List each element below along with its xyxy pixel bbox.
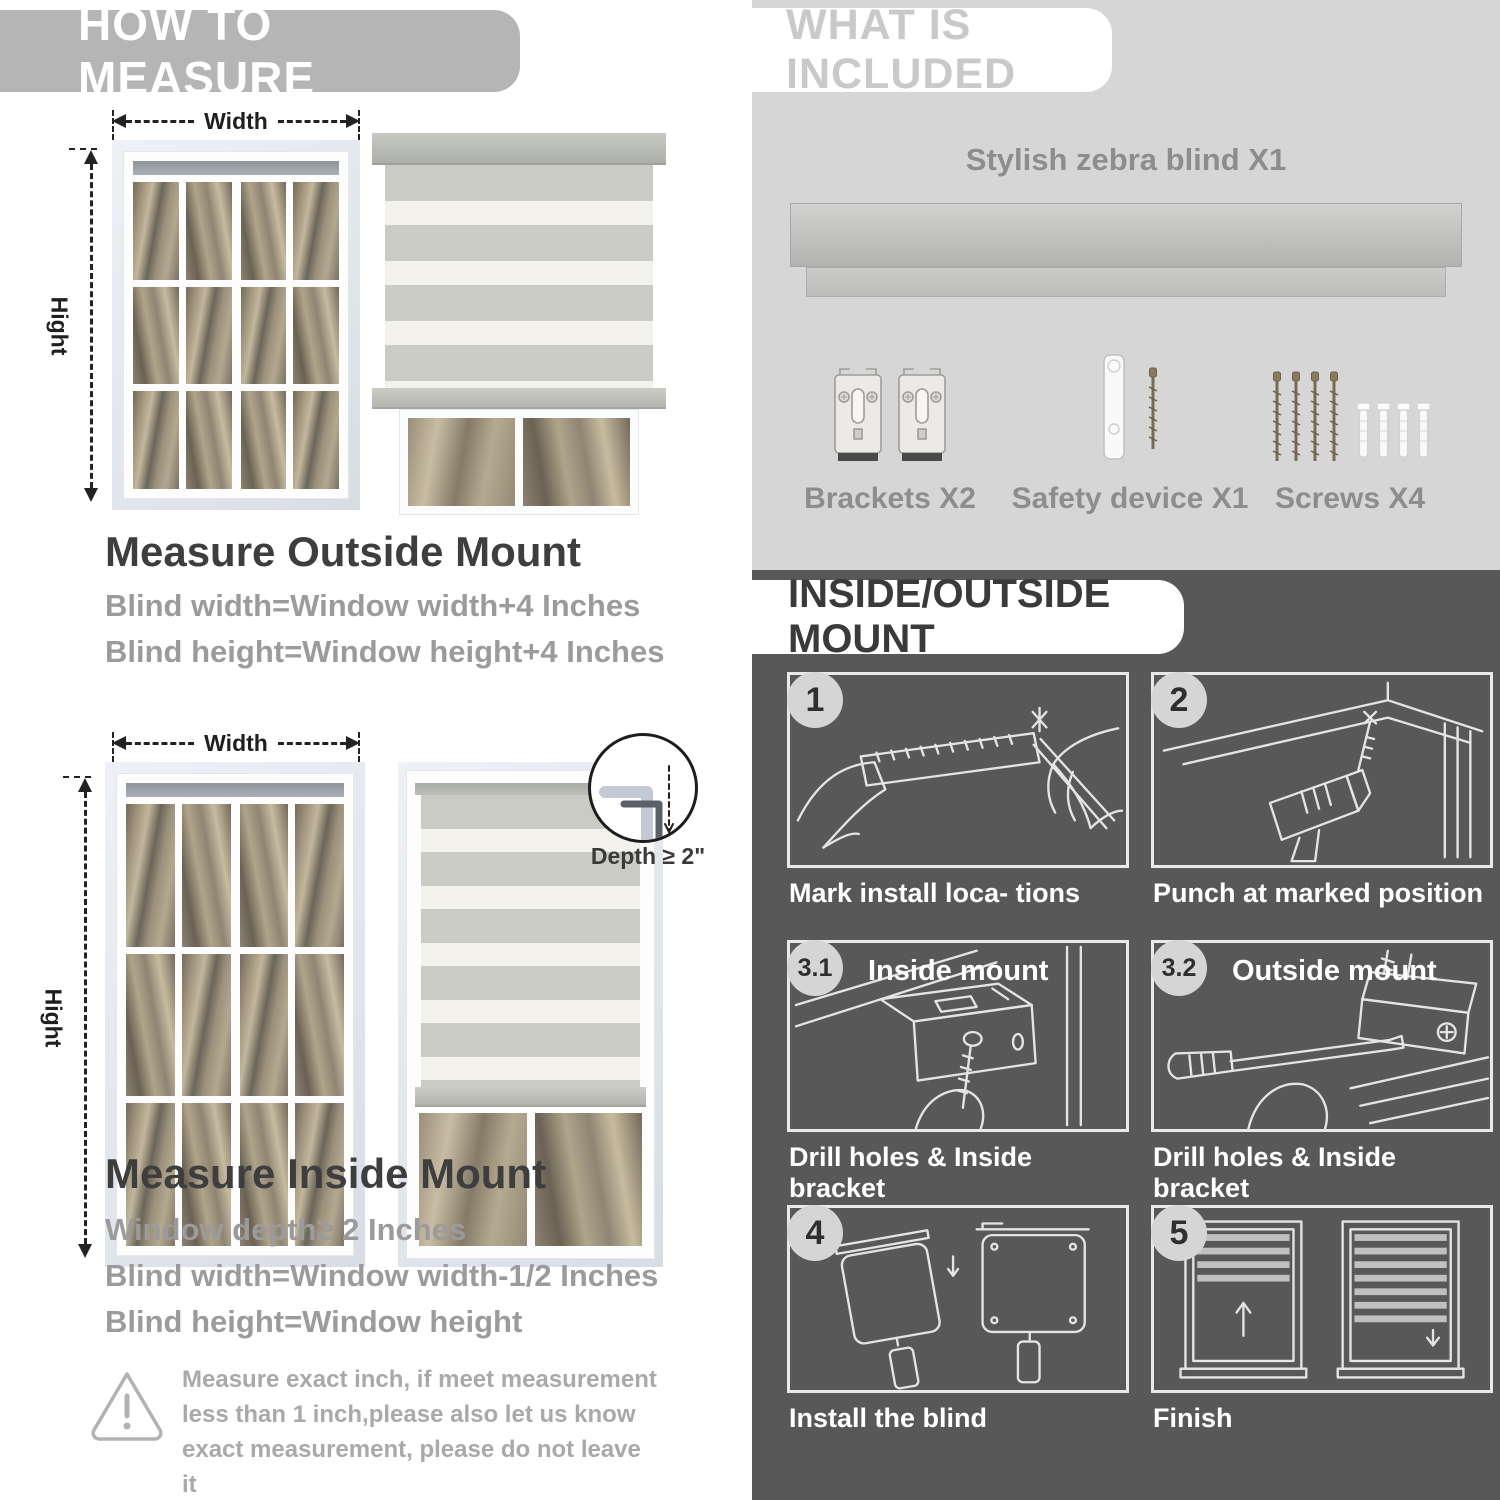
what-is-included-header: [752, 1, 1112, 98]
step-3-1-panel: [787, 940, 1129, 1132]
inside-formula-height: Blind height=Window height: [105, 1304, 523, 1339]
step-2-caption: Punch at marked position: [1153, 878, 1484, 908]
step-4-number-badge: 4: [787, 1205, 843, 1261]
step-3-2-panel: [1151, 940, 1493, 1132]
blind-fabric: [385, 165, 653, 388]
inside-width-dimension: [112, 728, 360, 758]
outside-mount-heading: Measure Outside Mount: [105, 528, 582, 575]
step-3-1-number-badge: 3.1: [787, 940, 843, 996]
what-is-included-title: WHAT IS INCLUDED: [786, 1, 1017, 98]
arrow-up-icon: [78, 778, 92, 792]
warning-triangle-icon: [90, 1368, 164, 1442]
height-label: Hight: [46, 296, 73, 356]
screw-icon: [1327, 369, 1341, 467]
blind-bottom-rail: [415, 1087, 646, 1107]
blind-valance: [372, 133, 666, 165]
dimension-tick: [69, 148, 97, 150]
depth-note: Depth ≥ 2": [590, 843, 706, 869]
how-to-measure-title: HOW TO MEASURE: [78, 0, 316, 104]
inside-outside-mount-title: INSIDE/OUTSIDE MOUNT: [788, 572, 1111, 661]
blind-bottom-rail: [372, 388, 666, 409]
width-label: Width: [204, 729, 268, 756]
step-1-number-badge: 1: [787, 672, 843, 728]
blind-headrail-image: [790, 203, 1462, 267]
screw-icon: [1146, 365, 1160, 455]
safety-device-image: [1020, 348, 1240, 467]
dimension-tick: [112, 110, 114, 140]
step-4-caption: Install the blind: [789, 1403, 988, 1433]
inside-outside-mount-header: [752, 572, 1184, 661]
step-2-number-badge: 2: [1151, 672, 1207, 728]
outside-height-dimension: [46, 150, 106, 502]
brackets-image: [800, 352, 980, 467]
inside-mount-heading: Measure Inside Mount: [105, 1150, 547, 1197]
step-3-2-caption: Drill holes & Inside bracket: [1153, 1142, 1397, 1203]
wall-anchor-icon: [1376, 401, 1391, 467]
blind-fabric: [421, 795, 640, 1087]
step-3-1-caption: Drill holes & Inside bracket: [789, 1142, 1033, 1203]
dimension-tick: [63, 776, 91, 778]
screw-icon: [1270, 369, 1284, 467]
step-5-panel: [1151, 1205, 1493, 1393]
outside-formula-width: Blind width=Window width+4 Inches: [105, 588, 641, 623]
dimension-tick: [358, 732, 360, 762]
wall-anchor-icon: [1416, 401, 1431, 467]
step-5-caption: Finish: [1153, 1403, 1233, 1433]
wall-anchor-icon: [1396, 401, 1411, 467]
window-corner-detail: [591, 736, 695, 840]
step-4-panel: [787, 1205, 1129, 1393]
window-below-blind: [399, 409, 639, 515]
arrow-down-icon: [84, 488, 98, 502]
arrow-left-icon: [112, 736, 126, 750]
dimension-tick: [112, 732, 114, 762]
step-1-caption: Mark install loca- tions: [789, 878, 1081, 908]
bracket-icon: [896, 367, 948, 467]
inside-height-dimension: [40, 778, 100, 1258]
arrow-up-icon: [84, 150, 98, 164]
window-top-recess: [126, 783, 344, 797]
height-label: Hight: [40, 988, 67, 1048]
screws-image: [1245, 362, 1455, 467]
measurement-warning-note: Measure exact inch, if meet measurement less than 1 inch,please also let us know exact measurement, please do not leave it: [182, 1366, 657, 1498]
arrow-left-icon: [112, 114, 126, 128]
bracket-icon: [832, 367, 884, 467]
outside-width-dimension: [112, 106, 360, 136]
zebra-blind-outside-mount: [375, 133, 663, 515]
screw-icon: [1289, 369, 1303, 467]
depth-detail-magnifier: [588, 733, 698, 843]
safety-device-icon: [1100, 353, 1128, 467]
step-1-panel: [787, 672, 1129, 868]
dimension-tick: [358, 110, 360, 140]
step-3-2-title: Outside mount: [1232, 955, 1437, 987]
screw-icon: [1308, 369, 1322, 467]
step-5-number-badge: 5: [1151, 1205, 1207, 1261]
window-top-recess: [133, 161, 339, 175]
step-3-1-title: Inside mount: [868, 955, 1049, 987]
step-2-panel: [1151, 672, 1493, 868]
inside-formula-width: Blind width=Window width-1/2 Inches: [105, 1258, 659, 1293]
arrow-down-icon: [78, 1244, 92, 1258]
blind-item-label: Stylish zebra blind X1: [965, 142, 1287, 177]
blind-headrail-lip: [806, 267, 1446, 297]
window-photo-outside: [112, 140, 360, 510]
wall-anchor-icon: [1356, 401, 1371, 467]
how-to-measure-header: [0, 0, 520, 104]
inside-formula-depth: Window depth≥ 2 Inches: [105, 1212, 467, 1247]
step-3-2-number-badge: 3.2: [1151, 940, 1207, 996]
safety-device-label: Safety device X1: [1011, 482, 1249, 515]
brackets-label: Brackets X2: [804, 482, 976, 515]
screws-label: Screws X4: [1274, 482, 1426, 515]
width-label: Width: [204, 107, 268, 134]
outside-formula-height: Blind height=Window height+4 Inches: [105, 634, 665, 669]
